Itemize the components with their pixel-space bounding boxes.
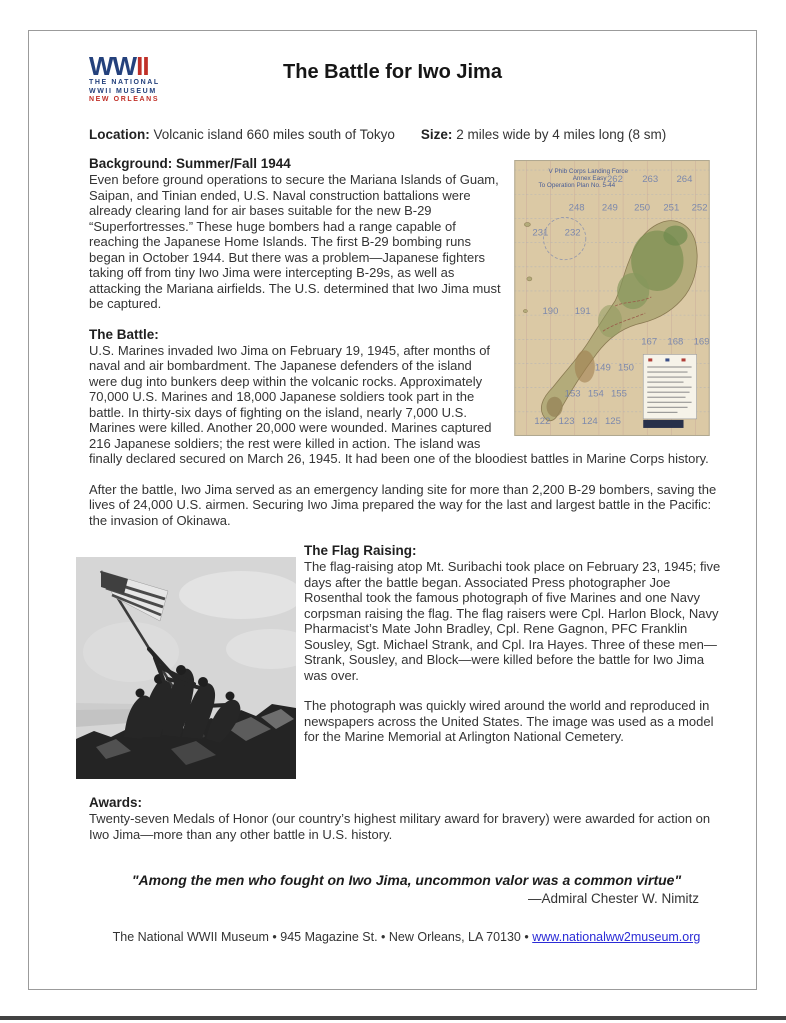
map-grid-number: 123 [558,415,575,427]
location-label: Location: [89,127,150,142]
map-grid-number: 231 [532,227,549,239]
location-value: Volcanic island 660 miles south of Tokyo [153,127,395,142]
size-value: 2 miles wide by 4 miles long (8 sm) [456,127,667,142]
map-grid-number: 249 [601,202,618,214]
map-grid-number: 125 [604,415,621,427]
map-grid-number: 155 [610,388,627,400]
background-paragraph: Even before ground operations to secure the Mariana Islands of Guam, Saipan, and Tinian ended, U.S. Naval construction battalions were already clearing land for air bases suitable for the new B-29 “Superfortresses.” These huge bombers had a range capable of reaching the Japanese Home Islands. The first B-29 bombing runs began in October 1944. But there was a problem—Japanese fighters taking off from tiny Iwo Jima were intercepting B-29s, as well as attacking the Mariana airfields. The U.S. determined that Iwo Jima must be captured. [89,172,501,311]
flag-raising-paragraph-2: The photograph was quickly wired around the world and reproduced in newspapers across the United States. The image was used as a model for the Marine Memorial at Arlington National Cemetery. [304,698,714,744]
map-caption-line: To Operation Plan No. 5-44 [538,182,616,190]
map-grid-number: 251 [663,202,680,214]
map-grid-number: 248 [568,202,585,214]
map-grid-number: 168 [667,336,684,348]
flag-raising-block [89,543,724,785]
flag-raising-heading: The Flag Raising: [304,543,417,558]
map-grid-number: 167 [641,336,658,348]
logo-line-3: NEW ORLEANS [89,96,160,103]
screen-bottom-bar [0,1016,786,1020]
logo-line-2: WWII MUSEUM [89,87,157,95]
awards-paragraph: Twenty-seven Medals of Honor (our country’s highest military award for bravery) were awarded for action on Iwo Jima—more than any other battle in U.S. history. [89,811,711,842]
map-grid-number: 262 [606,174,623,186]
nimitz-quote: "Among the men who fought on Iwo Jima, uncommon valor was a common virtue" [131,872,682,888]
flag-raising-photo [76,557,296,779]
map-stamp [643,420,683,428]
document-content [29,127,756,944]
flag-raising-paragraph-1: The flag-raising atop Mt. Suribachi took place on February 23, 1945; five days after the battle began. Associated Press photographer Joe Rosenthal took the famous photograph of five Marines and one Navy corpsman raising the flag. The flag raisers were Cpl. Harlon Block, Navy Pharmacist’s Mate John Bradley, Cpl. Rene Gagnon, PFC Franklin Sousley, Sgt. Michael Strank, and Cpl. Ira Hayes. Three of these men—Strank, Sousley, and Block—were killed before the battle for Iwo Jima was over. [304,559,721,683]
map-grid-number: 169 [693,336,710,348]
map-grid-number: 191 [574,306,591,318]
footer-text: The National WWII Museum • 945 Magazine St. • New Orleans, LA 70130 • [112,930,533,944]
map-grid-number: 149 [594,362,611,374]
background-heading: Background: Summer/Fall 1944 [89,156,291,171]
logo-ii: II [136,51,149,81]
map-caption-line: Annex Easy [572,175,607,183]
museum-website-link[interactable]: www.nationalww2museum.org [532,930,701,944]
logo-line-1: THE NATIONAL [89,79,160,86]
map-grid-number: 264 [676,174,693,186]
map-grid-number: 252 [691,202,708,214]
map-grid-number: 153 [564,388,581,400]
map-caption-line: V Phib Corps Landing Force [548,168,629,176]
map-grid-number: 232 [564,227,581,239]
background-battle-block [89,156,724,528]
page-title: The Battle for Iwo Jima [283,61,502,83]
document-header [29,31,756,127]
quote-attribution: —Admiral Chester W. Nimitz [527,891,699,906]
map-grid-number: 122 [534,415,551,427]
map-grid-number: 154 [587,388,604,400]
map-grid-number: 124 [581,415,598,427]
map-grid-number: 250 [634,202,651,214]
battle-paragraph-1: U.S. Marines invaded Iwo Jima on February 19, 1945, after months of naval and air bombardment. The Japanese defenders of the island were dug into bunkers deep within the volcanic rocks. Approximately 70,000 U.S. Marines and 18,000 Japanese soldiers took part in the battle. In thirty-six days of fighting on the island, nearly 7,000 U.S. Marines were killed. Another 20,000 were wounded. Marines captured 216 Japanese soldiers; the rest were killed in action. The island was finally declared secured on March 26, 1945. It had been one of the bloodiest battles in Marine Corps history. [89,342,709,466]
logo-ww: WW [89,51,137,81]
map-grid-number: 263 [642,174,659,186]
size-label: Size: [420,127,453,142]
flag-raising-photo-graphic [76,557,296,779]
iwo-jima-map-graphic [514,160,710,436]
document-page [28,30,757,990]
battle-paragraph-2: After the battle, Iwo Jima served as an emergency landing site for more than 2,200 B-29 bombers, saving the lives of 24,000 U.S. airmen. Securing Iwo Jima prepared the way for the last and largest battle in the Pacific: the invasion of Okinawa. [89,481,717,528]
awards-heading: Awards: [89,795,143,810]
map-legend-box [643,354,696,418]
facts-line [89,127,724,142]
battle-heading: The Battle: [89,326,159,342]
map-grid-number: 150 [618,362,634,374]
map-grid-number: 190 [542,306,559,318]
page-footer [89,930,724,944]
iwo-jima-map-image [514,160,710,436]
